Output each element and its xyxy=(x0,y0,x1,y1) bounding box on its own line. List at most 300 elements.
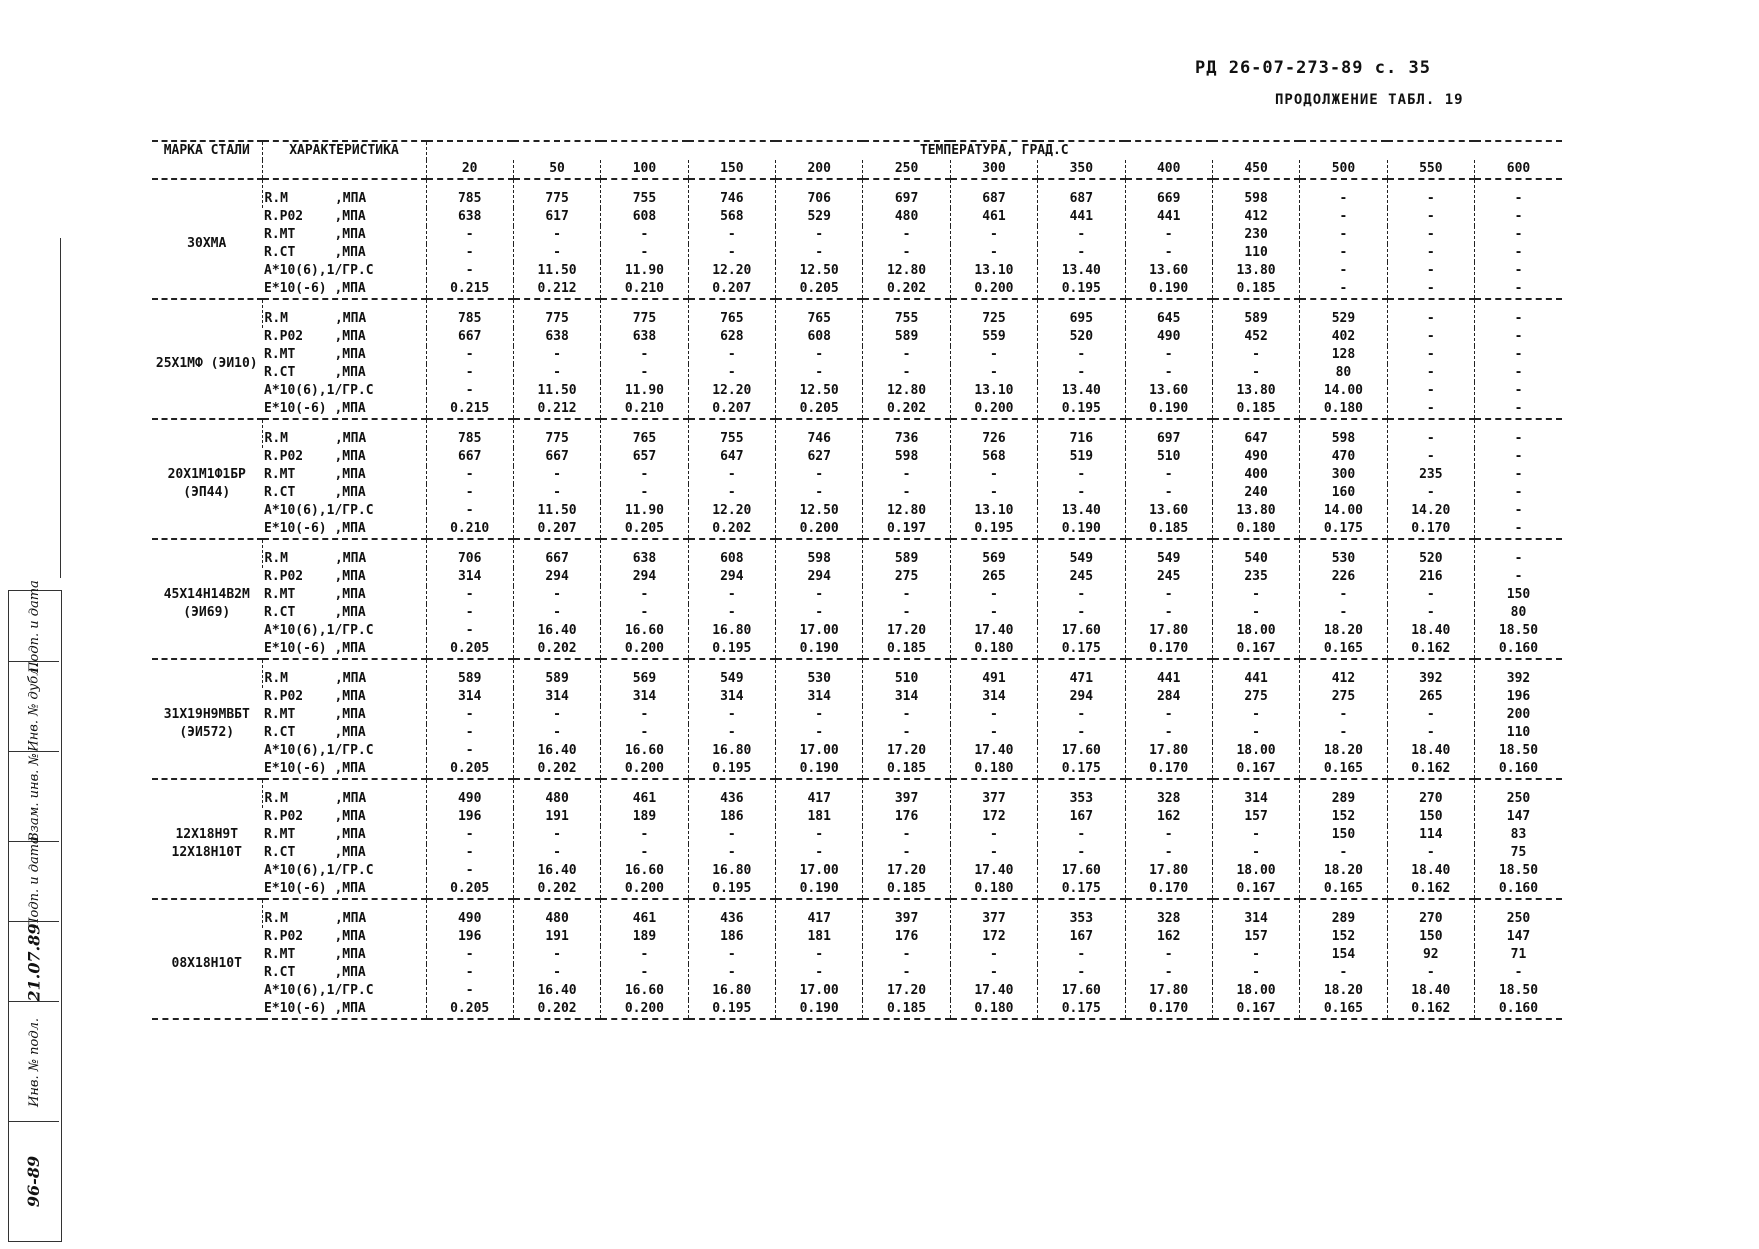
value-cell: - xyxy=(601,586,688,604)
value-cell: 0.165 xyxy=(1300,760,1387,779)
characteristic-cell: R.P02 ,МПА xyxy=(264,689,366,704)
value-cell: 17.60 xyxy=(1038,982,1125,1000)
value-cell: 16.40 xyxy=(513,742,600,760)
value-cell: 162 xyxy=(1125,928,1212,946)
value-cell: 294 xyxy=(601,568,688,586)
value-cell: - xyxy=(513,844,600,862)
value-cell: 0.202 xyxy=(513,640,600,659)
value-cell: 461 xyxy=(950,208,1037,226)
value-cell: 0.195 xyxy=(1038,400,1125,419)
value-cell: 17.80 xyxy=(1125,862,1212,880)
value-cell: - xyxy=(688,706,775,724)
value-cell: 300 xyxy=(1300,466,1387,484)
table-row xyxy=(152,586,1562,604)
temperature-column-400: 400 xyxy=(1125,160,1212,179)
steel-grade-cell: 12Х18Н9Т 12Х18Н10Т xyxy=(152,779,262,899)
value-cell: 314 xyxy=(426,688,513,706)
table-row xyxy=(152,226,1562,244)
value-cell: 461 xyxy=(601,899,688,928)
value-cell: 0.195 xyxy=(688,880,775,899)
value-cell: 0.205 xyxy=(776,400,863,419)
table-row xyxy=(152,640,1562,659)
value-cell: - xyxy=(1475,280,1563,299)
table-row xyxy=(152,520,1562,539)
value-cell: 0.185 xyxy=(1212,400,1299,419)
value-cell: - xyxy=(426,604,513,622)
value-cell: 441 xyxy=(1212,659,1299,688)
value-cell: 0.175 xyxy=(1038,760,1125,779)
value-cell: 17.40 xyxy=(950,622,1037,640)
temperature-column-600: 600 xyxy=(1475,160,1563,179)
stamp-field xyxy=(9,835,59,929)
value-cell: 785 xyxy=(426,419,513,448)
value-cell: 589 xyxy=(1212,299,1299,328)
value-cell: 0.190 xyxy=(1038,520,1125,539)
value-cell: 196 xyxy=(426,808,513,826)
value-cell: 12.50 xyxy=(776,262,863,280)
value-cell: 549 xyxy=(1038,539,1125,568)
value-cell: 589 xyxy=(513,659,600,688)
value-cell: - xyxy=(1387,586,1474,604)
value-cell: 0.202 xyxy=(513,760,600,779)
value-cell: - xyxy=(1387,724,1474,742)
value-cell: - xyxy=(1212,346,1299,364)
characteristic-cell: A*10(6),1/ГР.C xyxy=(264,263,374,278)
value-cell: - xyxy=(1475,964,1563,982)
value-cell: - xyxy=(426,946,513,964)
value-cell: 13.80 xyxy=(1212,262,1299,280)
value-cell: 0.185 xyxy=(863,760,950,779)
value-cell: - xyxy=(1125,604,1212,622)
value-cell: 669 xyxy=(1125,179,1212,208)
value-cell: 412 xyxy=(1212,208,1299,226)
value-cell: 0.200 xyxy=(950,280,1037,299)
value-cell: 328 xyxy=(1125,779,1212,808)
value-cell: 18.00 xyxy=(1212,862,1299,880)
value-cell: 785 xyxy=(426,179,513,208)
value-cell: 0.190 xyxy=(776,640,863,659)
value-cell: 0.180 xyxy=(950,640,1037,659)
characteristic-cell: R.CT ,МПА xyxy=(264,365,366,380)
value-cell: 0.195 xyxy=(688,760,775,779)
value-cell: - xyxy=(1300,706,1387,724)
value-cell: - xyxy=(1387,280,1474,299)
value-cell: 0.162 xyxy=(1387,760,1474,779)
characteristic-cell: A*10(6),1/ГР.C xyxy=(264,623,374,638)
value-cell: 240 xyxy=(1212,484,1299,502)
value-cell: - xyxy=(1125,586,1212,604)
value-cell: 667 xyxy=(426,328,513,346)
table-row xyxy=(152,964,1562,982)
value-cell: 0.215 xyxy=(426,400,513,419)
value-cell: - xyxy=(863,586,950,604)
table-row xyxy=(152,419,1562,448)
value-cell: 0.202 xyxy=(513,1000,600,1019)
value-cell: - xyxy=(1387,299,1474,328)
value-cell: 162 xyxy=(1125,808,1212,826)
value-cell: 71 xyxy=(1475,946,1563,964)
value-cell: 176 xyxy=(863,808,950,826)
value-cell: 417 xyxy=(776,899,863,928)
value-cell: 16.80 xyxy=(688,742,775,760)
characteristic-cell: A*10(6),1/ГР.C xyxy=(264,383,374,398)
value-cell: 490 xyxy=(426,779,513,808)
value-cell: 75 xyxy=(1475,844,1563,862)
steel-grade-cell: 08Х18Н10Т xyxy=(152,899,262,1019)
value-cell: 13.10 xyxy=(950,262,1037,280)
value-cell: 638 xyxy=(513,328,600,346)
value-cell: 172 xyxy=(950,808,1037,826)
value-cell: 687 xyxy=(1038,179,1125,208)
value-cell: - xyxy=(776,964,863,982)
characteristic-cell: R.M ,МПА xyxy=(262,659,426,688)
value-cell: - xyxy=(863,706,950,724)
value-cell: 775 xyxy=(513,179,600,208)
value-cell: 0.205 xyxy=(426,880,513,899)
value-cell: 400 xyxy=(1212,466,1299,484)
value-cell: - xyxy=(688,724,775,742)
table-row xyxy=(152,299,1562,328)
value-cell: 0.167 xyxy=(1212,1000,1299,1019)
value-cell: 0.195 xyxy=(950,520,1037,539)
value-cell: - xyxy=(950,724,1037,742)
value-cell: - xyxy=(1125,226,1212,244)
value-cell: - xyxy=(863,364,950,382)
value-cell: - xyxy=(601,964,688,982)
value-cell: 598 xyxy=(1212,179,1299,208)
value-cell: 18.40 xyxy=(1387,862,1474,880)
value-cell: 667 xyxy=(513,539,600,568)
stamp-field-label: Инв. № подл. xyxy=(26,1017,42,1107)
value-cell: 452 xyxy=(1212,328,1299,346)
value-cell: - xyxy=(426,862,513,880)
value-cell: 294 xyxy=(1038,688,1125,706)
value-cell: 17.80 xyxy=(1125,622,1212,640)
value-cell: - xyxy=(1212,604,1299,622)
value-cell: - xyxy=(1475,346,1563,364)
value-cell: - xyxy=(776,466,863,484)
value-cell: 150 xyxy=(1387,808,1474,826)
value-cell: 569 xyxy=(601,659,688,688)
value-cell: 314 xyxy=(776,688,863,706)
value-cell: - xyxy=(950,586,1037,604)
value-cell: - xyxy=(1475,419,1563,448)
value-cell: - xyxy=(776,826,863,844)
value-cell: 765 xyxy=(601,419,688,448)
value-cell: - xyxy=(1212,586,1299,604)
value-cell: 17.20 xyxy=(863,982,950,1000)
value-cell: 13.60 xyxy=(1125,262,1212,280)
value-cell: - xyxy=(1125,244,1212,262)
characteristic-cell: R.M ,МПА xyxy=(262,539,426,568)
characteristic-cell: E*10(-6) ,МПА xyxy=(262,520,426,539)
value-cell: 0.200 xyxy=(601,880,688,899)
value-cell: 377 xyxy=(950,779,1037,808)
temperature-column-550: 550 xyxy=(1387,160,1474,179)
characteristic-cell: E*10(-6) ,МПА xyxy=(262,640,426,659)
value-cell: 0.212 xyxy=(513,400,600,419)
value-cell: - xyxy=(1475,382,1563,400)
value-cell: 695 xyxy=(1038,299,1125,328)
table-row xyxy=(152,382,1562,400)
stamp-field xyxy=(9,661,59,752)
value-cell: 18.20 xyxy=(1300,862,1387,880)
value-cell: 0.202 xyxy=(513,880,600,899)
value-cell: - xyxy=(1475,226,1563,244)
value-cell: 16.80 xyxy=(688,862,775,880)
value-cell: 17.00 xyxy=(776,742,863,760)
value-cell: - xyxy=(1475,179,1563,208)
steel-grade-cell: 20Х1М1Ф1БР (ЭП44) xyxy=(152,419,262,539)
value-cell: - xyxy=(863,244,950,262)
value-cell: 412 xyxy=(1300,659,1387,688)
characteristic-cell: A*10(6),1/ГР.C xyxy=(264,983,374,998)
value-cell: - xyxy=(1300,262,1387,280)
value-cell: 181 xyxy=(776,928,863,946)
value-cell: 0.215 xyxy=(426,280,513,299)
table-row xyxy=(152,622,1562,640)
value-cell: - xyxy=(950,364,1037,382)
value-cell: 0.205 xyxy=(426,640,513,659)
steel-grade-cell: 30ХМА xyxy=(152,179,262,299)
value-cell: 12.20 xyxy=(688,382,775,400)
value-cell: 12.50 xyxy=(776,382,863,400)
value-cell: 13.60 xyxy=(1125,382,1212,400)
temperature-header: ТЕМПЕРАТУРА, ГРАД.С xyxy=(426,141,1562,160)
value-cell: 328 xyxy=(1125,899,1212,928)
stamp-field xyxy=(9,579,59,673)
value-cell: 196 xyxy=(426,928,513,946)
value-cell: 436 xyxy=(688,779,775,808)
value-cell: 12.80 xyxy=(863,502,950,520)
value-cell: - xyxy=(1475,328,1563,346)
value-cell: 314 xyxy=(688,688,775,706)
value-cell: 250 xyxy=(1475,779,1563,808)
characteristic-cell: E*10(-6) ,МПА xyxy=(262,1000,426,1019)
value-cell: 13.80 xyxy=(1212,502,1299,520)
value-cell: 0.170 xyxy=(1125,880,1212,899)
value-cell: 480 xyxy=(513,899,600,928)
value-cell: 638 xyxy=(601,539,688,568)
stamp-field xyxy=(9,751,59,842)
value-cell: - xyxy=(776,844,863,862)
value-cell: - xyxy=(1212,844,1299,862)
temperature-column-100: 100 xyxy=(601,160,688,179)
value-cell: - xyxy=(863,826,950,844)
value-cell: - xyxy=(950,826,1037,844)
table-row xyxy=(152,760,1562,779)
value-cell: 0.190 xyxy=(1125,400,1212,419)
value-cell: 755 xyxy=(863,299,950,328)
value-cell: - xyxy=(1387,604,1474,622)
value-cell: 0.180 xyxy=(950,880,1037,899)
value-cell: 530 xyxy=(776,659,863,688)
value-cell: 568 xyxy=(688,208,775,226)
value-cell: - xyxy=(426,706,513,724)
value-cell: 18.40 xyxy=(1387,622,1474,640)
value-cell: - xyxy=(1212,826,1299,844)
value-cell: - xyxy=(601,604,688,622)
value-cell: 392 xyxy=(1387,659,1474,688)
characteristic-cell: R.MT ,МПА xyxy=(264,827,366,842)
temperature-column-20: 20 xyxy=(426,160,513,179)
value-cell: 275 xyxy=(1212,688,1299,706)
value-cell: - xyxy=(863,484,950,502)
value-cell: - xyxy=(513,466,600,484)
characteristic-cell: R.M ,МПА xyxy=(262,299,426,328)
value-cell: - xyxy=(1038,604,1125,622)
value-cell: 191 xyxy=(513,928,600,946)
value-cell: - xyxy=(1125,844,1212,862)
value-cell: 18.20 xyxy=(1300,742,1387,760)
value-cell: - xyxy=(688,604,775,622)
value-cell: - xyxy=(1038,226,1125,244)
value-cell: 0.190 xyxy=(776,1000,863,1019)
value-cell: 638 xyxy=(601,328,688,346)
value-cell: - xyxy=(1475,262,1563,280)
value-cell: 150 xyxy=(1475,586,1563,604)
value-cell: 645 xyxy=(1125,299,1212,328)
value-cell: 13.40 xyxy=(1038,382,1125,400)
value-cell: - xyxy=(950,346,1037,364)
value-cell: - xyxy=(513,826,600,844)
value-cell: 0.210 xyxy=(601,280,688,299)
document-code: РД 26-07-273-89 с. 35 xyxy=(1195,58,1431,78)
value-cell: - xyxy=(1038,946,1125,964)
value-cell: - xyxy=(776,346,863,364)
value-cell: 397 xyxy=(863,899,950,928)
value-cell: - xyxy=(1300,604,1387,622)
table-row xyxy=(152,244,1562,262)
characteristic-cell: R.P02 ,МПА xyxy=(264,329,366,344)
value-cell: 17.20 xyxy=(863,742,950,760)
value-cell: 314 xyxy=(426,568,513,586)
value-cell: 270 xyxy=(1387,779,1474,808)
value-cell: 147 xyxy=(1475,808,1563,826)
value-cell: 17.40 xyxy=(950,982,1037,1000)
value-cell: 0.200 xyxy=(601,640,688,659)
value-cell: 17.20 xyxy=(863,622,950,640)
value-cell: 14.00 xyxy=(1300,502,1387,520)
temperature-column-350: 350 xyxy=(1038,160,1125,179)
value-cell: 186 xyxy=(688,808,775,826)
value-cell: 0.170 xyxy=(1125,1000,1212,1019)
value-cell: 150 xyxy=(1387,928,1474,946)
value-cell: - xyxy=(1387,419,1474,448)
value-cell: 13.10 xyxy=(950,502,1037,520)
stamp-field xyxy=(9,1121,59,1240)
value-cell: - xyxy=(1300,280,1387,299)
value-cell: 0.207 xyxy=(513,520,600,539)
value-cell: 80 xyxy=(1300,364,1387,382)
table-row xyxy=(152,862,1562,880)
value-cell: 520 xyxy=(1387,539,1474,568)
value-cell: - xyxy=(601,346,688,364)
temperature-column-500: 500 xyxy=(1300,160,1387,179)
characteristic-cell: R.MT ,МПА xyxy=(264,707,366,722)
value-cell: 647 xyxy=(1212,419,1299,448)
value-cell: - xyxy=(1300,208,1387,226)
value-cell: 157 xyxy=(1212,808,1299,826)
value-cell: 0.167 xyxy=(1212,760,1299,779)
value-cell: 549 xyxy=(1125,539,1212,568)
value-cell: - xyxy=(1125,466,1212,484)
value-cell: - xyxy=(1038,484,1125,502)
value-cell: - xyxy=(1212,724,1299,742)
value-cell: 114 xyxy=(1387,826,1474,844)
value-cell: - xyxy=(1475,520,1563,539)
value-cell: - xyxy=(1387,179,1474,208)
value-cell: 314 xyxy=(601,688,688,706)
value-cell: - xyxy=(863,844,950,862)
value-cell: 0.162 xyxy=(1387,880,1474,899)
value-cell: - xyxy=(1300,844,1387,862)
table-row xyxy=(152,568,1562,586)
value-cell: 480 xyxy=(513,779,600,808)
value-cell: 0.167 xyxy=(1212,880,1299,899)
value-cell: 265 xyxy=(1387,688,1474,706)
value-cell: 417 xyxy=(776,779,863,808)
value-cell: 250 xyxy=(1475,899,1563,928)
value-cell: 598 xyxy=(776,539,863,568)
characteristic-cell: R.M ,МПА xyxy=(262,779,426,808)
value-cell: 16.80 xyxy=(688,982,775,1000)
value-cell: - xyxy=(688,364,775,382)
value-cell: 0.175 xyxy=(1038,880,1125,899)
value-cell: - xyxy=(601,706,688,724)
value-cell: - xyxy=(1125,484,1212,502)
value-cell: - xyxy=(513,706,600,724)
value-cell: 608 xyxy=(688,539,775,568)
value-cell: 0.185 xyxy=(863,1000,950,1019)
value-cell: 0.197 xyxy=(863,520,950,539)
value-cell: - xyxy=(513,226,600,244)
value-cell: - xyxy=(513,586,600,604)
value-cell: - xyxy=(1387,844,1474,862)
value-cell: 0.175 xyxy=(1038,640,1125,659)
value-cell: - xyxy=(601,946,688,964)
value-cell: - xyxy=(950,244,1037,262)
value-cell: 167 xyxy=(1038,928,1125,946)
table-row xyxy=(152,400,1562,419)
value-cell: 0.165 xyxy=(1300,880,1387,899)
value-cell: 17.00 xyxy=(776,982,863,1000)
value-cell: 441 xyxy=(1038,208,1125,226)
value-cell: 152 xyxy=(1300,808,1387,826)
characteristic-cell: R.M ,МПА xyxy=(262,419,426,448)
table-row xyxy=(152,328,1562,346)
value-cell: - xyxy=(426,364,513,382)
value-cell: - xyxy=(688,346,775,364)
value-cell: - xyxy=(1475,364,1563,382)
table-row xyxy=(152,659,1562,688)
value-cell: 18.40 xyxy=(1387,742,1474,760)
value-cell: 627 xyxy=(776,448,863,466)
table-continuation-label: ПРОДОЛЖЕНИЕ ТАБЛ. 19 xyxy=(1275,92,1464,108)
value-cell: - xyxy=(1387,964,1474,982)
value-cell: 0.205 xyxy=(601,520,688,539)
value-cell: 667 xyxy=(426,448,513,466)
characteristic-cell: A*10(6),1/ГР.C xyxy=(264,863,374,878)
value-cell: - xyxy=(1387,262,1474,280)
value-cell: 230 xyxy=(1212,226,1299,244)
value-cell: - xyxy=(688,484,775,502)
value-cell: - xyxy=(426,226,513,244)
value-cell: - xyxy=(776,226,863,244)
value-cell: 0.185 xyxy=(863,640,950,659)
value-cell: - xyxy=(1387,400,1474,419)
characteristic-cell: R.MT ,МПА xyxy=(264,347,366,362)
